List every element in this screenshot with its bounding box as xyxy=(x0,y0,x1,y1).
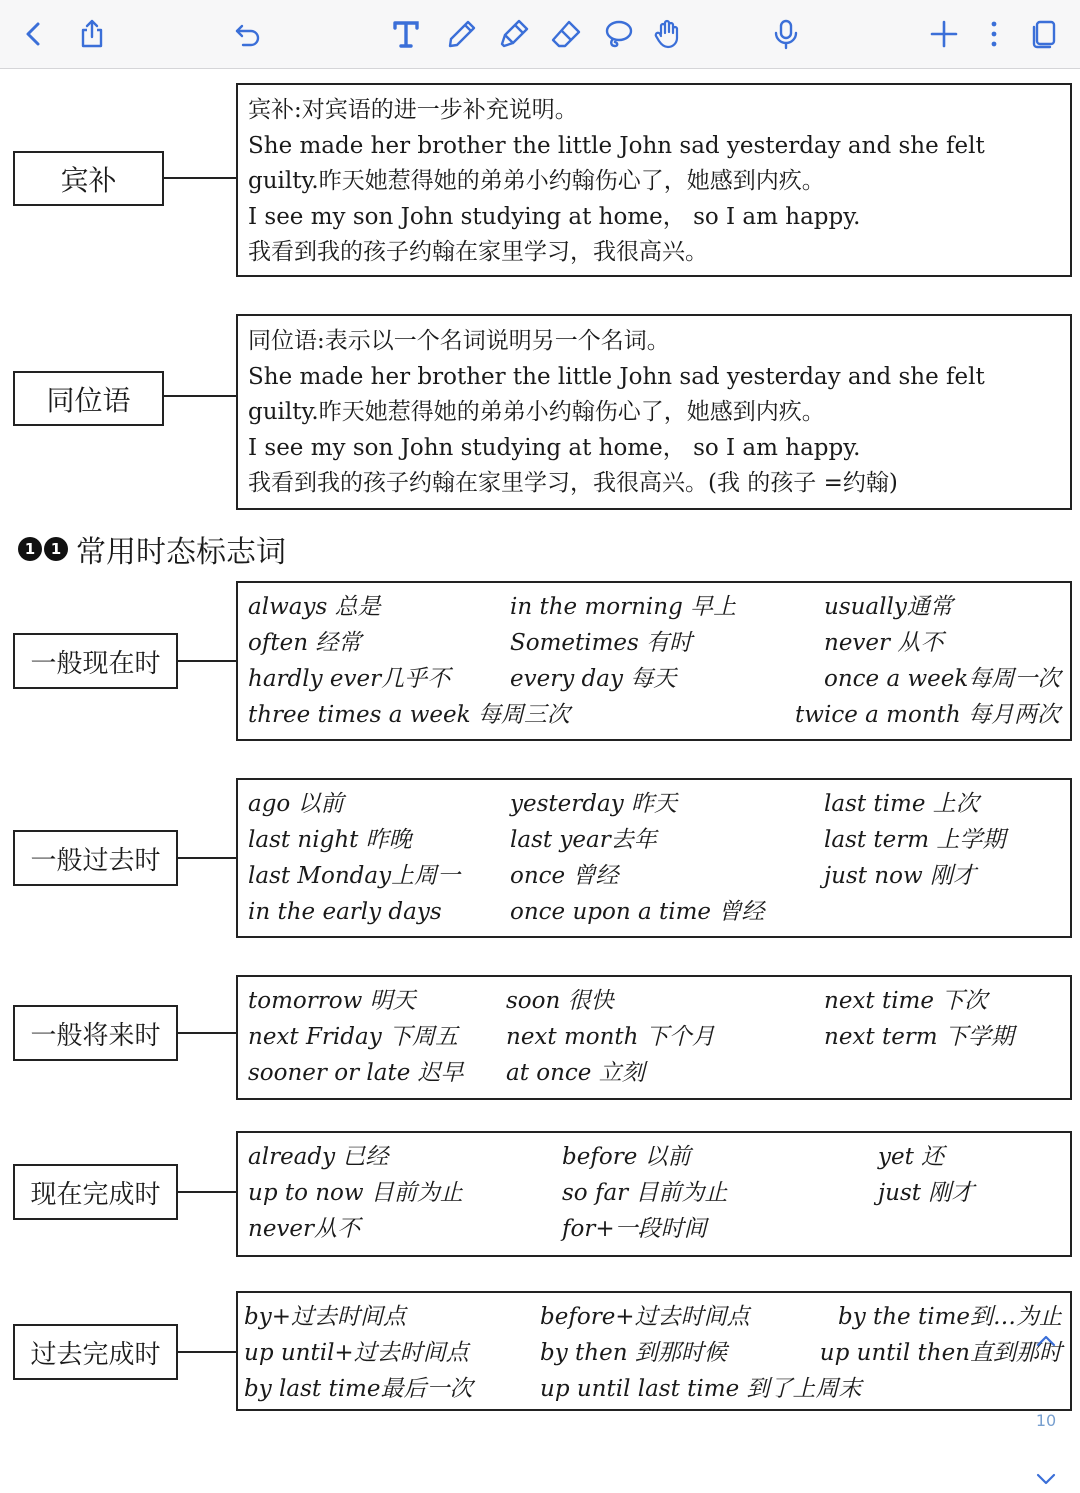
marker-word: before+过去时间点 xyxy=(540,1304,750,1330)
connector-line xyxy=(178,857,236,859)
connector-line xyxy=(178,1032,236,1034)
definition-line: I see my son John studying at home， so I am happy. xyxy=(248,434,861,461)
marker-word: last term 上学期 xyxy=(824,827,1006,853)
share-icon[interactable] xyxy=(72,14,112,54)
marker-word: at once 立刻 xyxy=(506,1060,645,1086)
section-number xyxy=(18,537,68,561)
marker-word: hardly ever几乎不 xyxy=(248,666,451,692)
definition-line: She made her brother the little John sad yesterday and she felt xyxy=(248,132,985,159)
marker-word: by then 到那时候 xyxy=(540,1340,727,1366)
marker-word: every day 每天 xyxy=(510,666,677,692)
section-heading xyxy=(18,527,286,571)
eraser-icon[interactable] xyxy=(546,14,586,54)
note-canvas[interactable] xyxy=(0,69,1080,1440)
marker-word: yet 还 xyxy=(878,1144,945,1170)
marker-word: soon 很快 xyxy=(506,988,614,1014)
marker-word: next Friday 下周五 xyxy=(248,1024,458,1050)
microphone-icon[interactable] xyxy=(766,14,806,54)
marker-word: last Monday上周一 xyxy=(248,863,461,889)
marker-word: up until+过去时间点 xyxy=(244,1340,469,1366)
marker-word: in the early days xyxy=(248,899,442,925)
marker-word: twice a month 每月两次 xyxy=(795,702,1060,728)
connector-line xyxy=(164,177,236,179)
definition-line: 我看到我的孩子约翰在家里学习，我很高兴。 xyxy=(248,239,708,265)
tense-label xyxy=(13,633,178,689)
connector-line xyxy=(178,660,236,662)
marker-word: once upon a time 曾经 xyxy=(510,899,765,925)
tense-markers-box xyxy=(236,1131,1072,1257)
definition-line: guilty.昨天她惹得她的弟弟小约翰伤心了，她感到内疚。 xyxy=(248,168,825,194)
tense-label xyxy=(13,1005,178,1061)
definition-box-object-complement xyxy=(236,83,1072,277)
connector-line xyxy=(178,1351,236,1353)
definition-line: She made her brother the little John sad yesterday and she felt xyxy=(248,363,985,390)
definition-box-appositive xyxy=(236,314,1072,510)
marker-word: so far 目前为止 xyxy=(562,1180,728,1206)
marker-word: always 总是 xyxy=(248,594,381,620)
marker-word: next term 下学期 xyxy=(824,1024,1014,1050)
page-number: 10 xyxy=(1035,1411,1057,1430)
tense-markers-box xyxy=(236,1291,1072,1411)
label-text: 宾补 xyxy=(60,163,117,197)
label-object-complement xyxy=(13,151,164,206)
text-tool-icon[interactable] xyxy=(386,14,426,54)
definition-line: guilty.昨天她惹得她的弟弟小约翰伤心了，她感到内疚。 xyxy=(248,399,825,425)
label-text: 同位语 xyxy=(46,383,131,417)
tense-label-text: 现在完成时 xyxy=(30,1179,161,1210)
tense-label-text: 一般现在时 xyxy=(30,648,161,679)
tense-label-text: 一般过去时 xyxy=(30,845,161,876)
marker-word: never 从不 xyxy=(824,630,944,656)
chevron-up-icon[interactable] xyxy=(1032,1331,1060,1351)
marker-word: just now 刚才 xyxy=(824,863,976,889)
marker-word: last night 昨晚 xyxy=(248,827,412,853)
section-number-digit: 1 xyxy=(18,537,42,561)
marker-word: often 经常 xyxy=(248,630,362,656)
marker-word: just 刚才 xyxy=(878,1180,975,1206)
marker-word: before 以前 xyxy=(562,1144,691,1170)
marker-word: already 已经 xyxy=(248,1144,389,1170)
marker-word: sooner or late 迟早 xyxy=(248,1060,464,1086)
marker-word: last year去年 xyxy=(510,827,657,853)
more-icon[interactable] xyxy=(974,14,1014,54)
marker-word: in the morning 早上 xyxy=(510,594,737,620)
tense-label xyxy=(13,1324,178,1380)
section-title: 常用时态标志词 xyxy=(76,535,286,570)
connector-line xyxy=(178,1191,236,1193)
tense-markers-box xyxy=(236,581,1072,741)
chevron-down-icon[interactable] xyxy=(1032,1469,1060,1489)
marker-word: next month 下个月 xyxy=(506,1024,715,1050)
pen-icon[interactable] xyxy=(442,14,482,54)
marker-word: once a week每周一次 xyxy=(824,666,1061,692)
undo-icon[interactable] xyxy=(228,14,268,54)
tense-markers-box xyxy=(236,778,1072,938)
marker-word: by+过去时间点 xyxy=(244,1304,406,1330)
marker-word: yesterday 昨天 xyxy=(510,791,677,817)
section-number-digit: 1 xyxy=(44,537,68,561)
definition-line: 同位语:表示以一个名词说明另一个名词。 xyxy=(248,328,670,354)
marker-word: tomorrow 明天 xyxy=(248,988,416,1014)
marker-word: up until then直到那时 xyxy=(819,1340,1062,1366)
pages-icon[interactable] xyxy=(1024,14,1064,54)
lasso-icon[interactable] xyxy=(598,14,638,54)
marker-word: next time 下次 xyxy=(824,988,988,1014)
tense-markers-box xyxy=(236,975,1072,1100)
marker-word: last time 上次 xyxy=(824,791,979,817)
marker-word: never从不 xyxy=(248,1216,361,1242)
plus-icon[interactable] xyxy=(924,14,964,54)
marker-word: up to now 目前为止 xyxy=(248,1180,463,1206)
marker-word: by last time最后一次 xyxy=(244,1376,473,1402)
marker-word: for+一段时间 xyxy=(562,1216,707,1242)
definition-line: 我看到我的孩子约翰在家里学习，我很高兴。(我 的孩子 =约翰) xyxy=(248,470,898,496)
marker-word: up until last time 到了上周末 xyxy=(540,1376,862,1402)
marker-word: three times a week 每周三次 xyxy=(248,702,570,728)
marker-word: usually通常 xyxy=(824,594,953,620)
tense-label-text: 一般将来时 xyxy=(30,1020,161,1051)
hand-icon[interactable] xyxy=(648,14,688,54)
marker-word: ago 以前 xyxy=(248,791,344,817)
tense-label xyxy=(13,1164,178,1220)
tense-label xyxy=(13,830,178,886)
back-icon[interactable] xyxy=(14,14,54,54)
page-scrubber[interactable] xyxy=(1026,1331,1066,1491)
marker-word: once 曾经 xyxy=(510,863,619,889)
definition-line: I see my son John studying at home， so I am happy. xyxy=(248,203,861,230)
marker-word: Sometimes 有时 xyxy=(510,630,693,656)
connector-line xyxy=(164,395,236,397)
marker-word: by the time到…为止 xyxy=(837,1304,1062,1330)
tense-label-text: 过去完成时 xyxy=(30,1339,161,1370)
definition-line: 宾补:对宾语的进一步补充说明。 xyxy=(248,97,578,123)
toolbar xyxy=(0,0,1080,69)
label-appositive xyxy=(13,371,164,426)
highlighter-icon[interactable] xyxy=(494,14,534,54)
